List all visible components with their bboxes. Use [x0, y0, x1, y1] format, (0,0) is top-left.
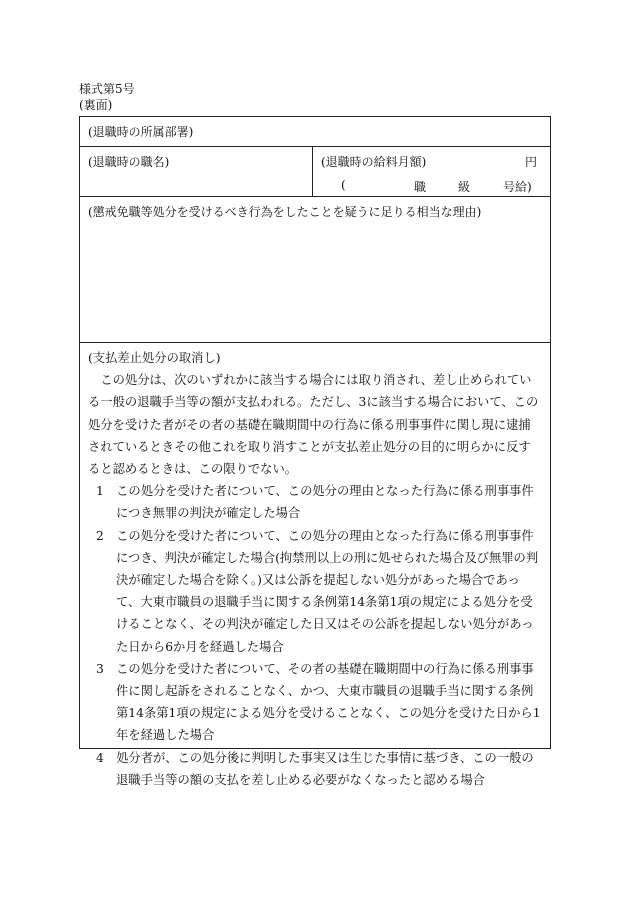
grade-line	[321, 178, 542, 194]
cancellation-item-4: 4 処分者が、この処分後に判明した事実又は生じた事情に基づき、この一般の退職手当等の額の支払を差し止める必要がなくなったと認める場合	[96, 750, 534, 787]
department-row	[80, 117, 550, 147]
cancellation-item-2: 2 この処分を受けた者について、この処分の理由となった行為に係る刑事事件につき、判決が確定した場合(拘禁刑以上の刑に処せられた場合及び無罪の判決が確定した場合を除く。)又は公訴を提起しない処分があった場合であって、大東市職員の退職手当に関する条例第14条第1項の規定による処分を受けることなく、その判決が確定した日又はその公訴を提起しない処分があった日から6か月を経過した場合	[96, 528, 539, 654]
form-number: 様式第5号	[79, 82, 135, 96]
department-label: (退職時の所属部署)	[88, 125, 194, 139]
grade-open-paren: (	[341, 178, 346, 192]
job-title-cell	[80, 147, 313, 196]
grade-shoku: 職	[414, 180, 427, 194]
cancellation-text	[88, 347, 542, 791]
reason-row	[80, 197, 550, 343]
cancellation-item-1: 1 この処分を受けた者について、この処分の理由となった行為に係る刑事事件につき無罪の判決が確定した場合	[96, 484, 534, 521]
grade-gokyu: 号給)	[503, 180, 532, 194]
cancellation-intro: この処分は、次のいずれかに該当する場合には取り消され、差し止められている一般の退職手当等の額が支払われる。ただし、3に該当する場合において、この処分を受けた者がその者の基礎在職期間中の行為に係る刑事事件に関し現に逮捕されているときその他これを取り消すことが支払差止処分の目的に明らかに反すると認めるときは、この限りでない。	[88, 373, 539, 477]
yen-unit: 円	[524, 155, 537, 169]
salary-label: (退職時の給料月額)	[321, 155, 427, 169]
form-table	[79, 116, 551, 787]
page-side-label: (裏面)	[79, 98, 113, 112]
cancellation-row	[80, 343, 550, 787]
reason-label: (懲戒免職等処分を受けるべき行為をしたことを疑うに足りる相当な理由)	[88, 205, 482, 219]
cancellation-item-3: 3 この処分を受けた者について、その者の基礎在職期間中の行為に係る刑事事件に関し起訴をされることなく、かつ、大東市職員の退職手当に関する条例第14条第1項の規定による処分を受けることなく、この処分を受けた日から1年を経過した場合	[96, 661, 541, 743]
salary-cell	[313, 147, 550, 196]
job-salary-row	[80, 147, 550, 197]
grade-kyu: 級	[458, 180, 471, 194]
job-title-label: (退職時の職名)	[88, 155, 170, 169]
cancellation-title: (支払差止処分の取消し)	[88, 351, 221, 365]
